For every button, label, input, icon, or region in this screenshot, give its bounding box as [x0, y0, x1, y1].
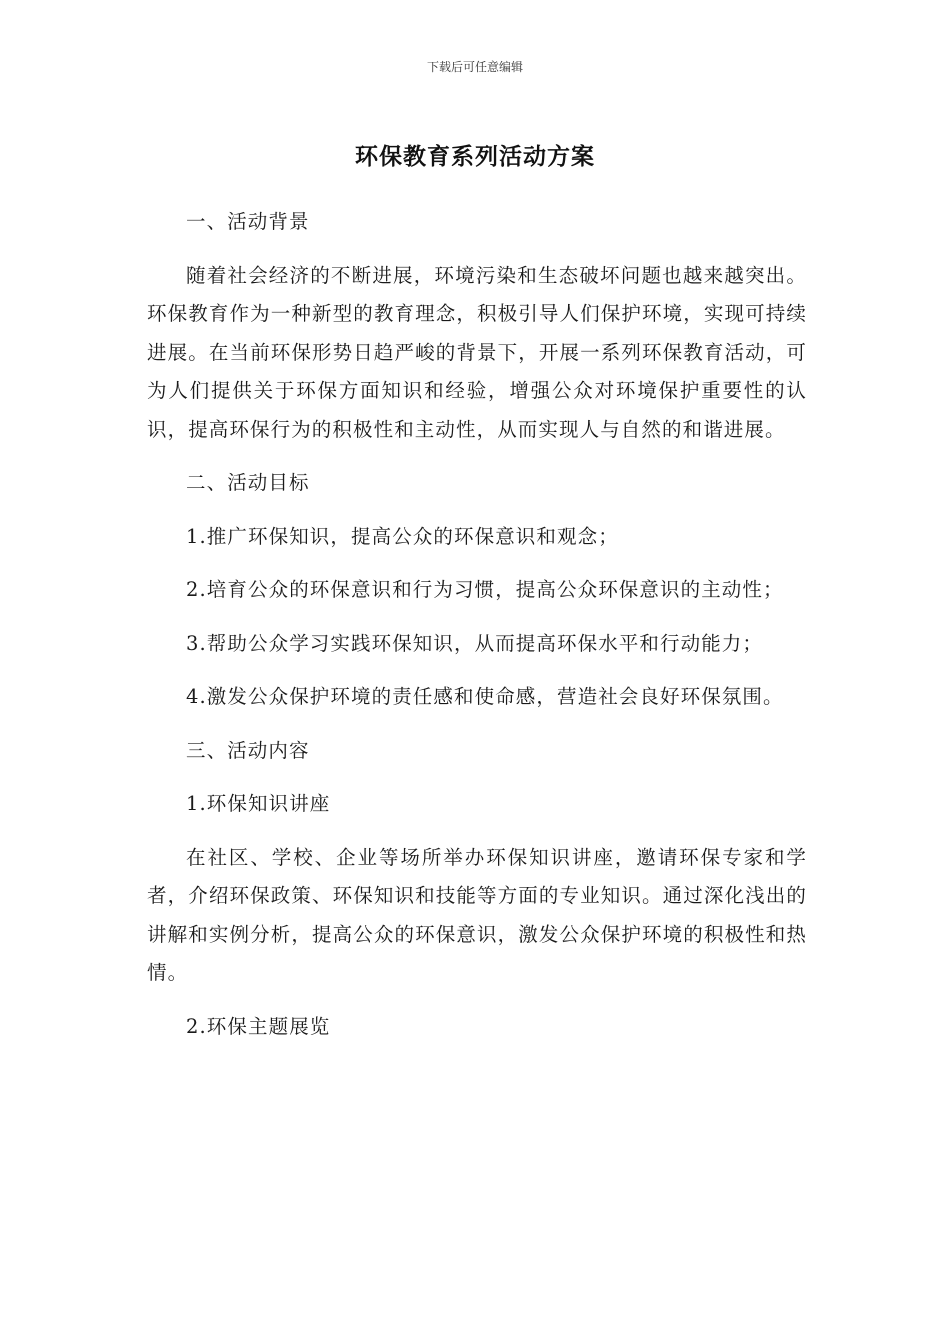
content-item-2-heading: 2.环保主题展览 [186, 1014, 331, 1038]
document-body [147, 203, 807, 1061]
goal-item-1: 1.推广环保知识，提高公众的环保意识和观念； [186, 524, 619, 548]
header-note: 下载后可任意编辑 [426, 60, 523, 74]
section-heading-goals: 二、活动目标 [186, 471, 310, 494]
goal-item-3: 3.帮助公众学习实践环保知识，从而提高环保水平和行动能力； [186, 631, 764, 655]
goal-item-4: 4.激发公众保护环境的责任感和使命感，营造社会良好环保氛围。 [186, 685, 784, 708]
content-item-1-text: 在社区、学校、企业等场所举办环保知识讲座，邀请环保专家和学者，介绍环保政策、环保知识和技能等方面的专业知识。通过深化浅出的讲解和实例分析，提高公众的环保意识，激发公众保护环境的积极性和热情。 [147, 845, 807, 984]
paragraph-background: 随着社会经济的不断进展，环境污染和生态破坏问题也越来越突出。环保教育作为一种新型的教育理念，积极引导人们保护环境，实现可持续进展。在当前环保形势日趋严峻的背景下，开展一系列环保教育活动，可为人们提供关于环保方面知识和经验，增强公众对环境保护重要性的认识，提高环保行为的积极性和主动性，从而实现人与自然的和谐进展。 [147, 263, 807, 441]
section-heading-content: 三、活动内容 [186, 738, 310, 762]
document-title: 环保教育系列活动方案 [355, 144, 595, 170]
goal-item-2: 2.培育公众的环保意识和行为习惯，提高公众环保意识的主动性； [186, 578, 784, 601]
section-heading-background: 一、活动背景 [186, 210, 310, 233]
content-item-1-heading: 1.环保知识讲座 [186, 792, 331, 815]
